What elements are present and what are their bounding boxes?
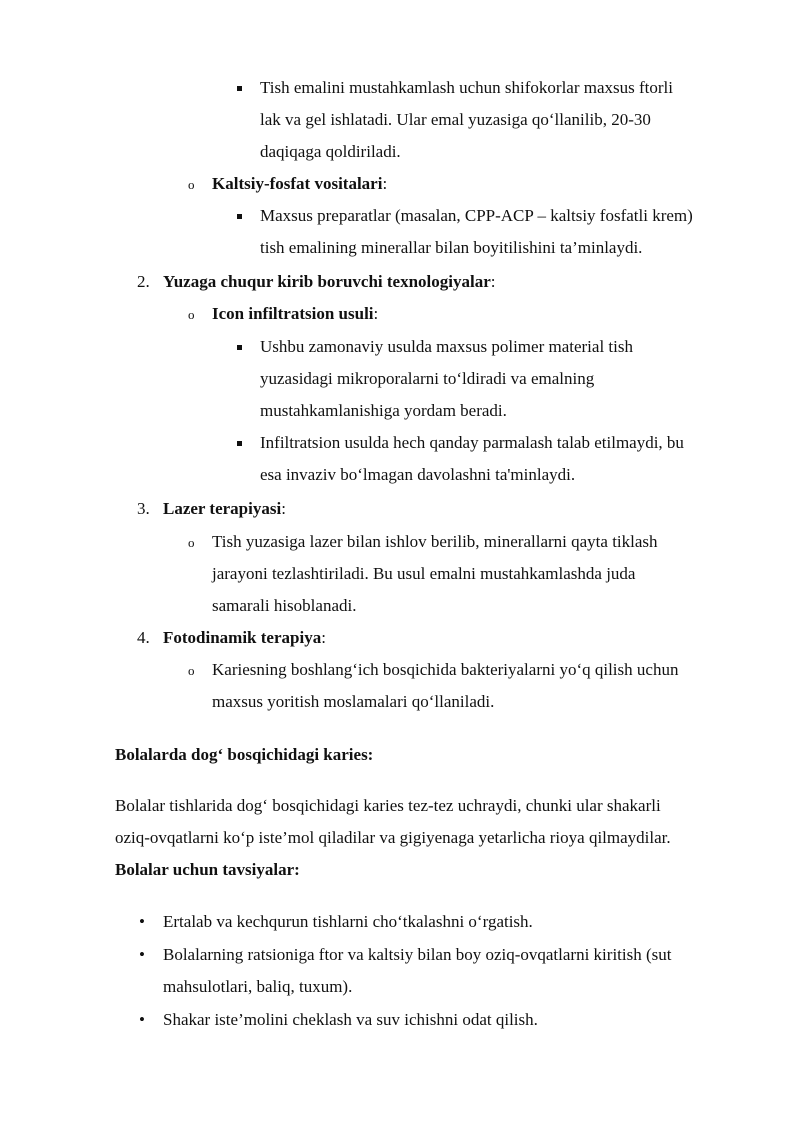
text-line: esa invaziv bo‘lmagan davolashni ta'minlaydi. <box>260 465 576 484</box>
list-item-title: Fotodinamik terapiya <box>163 628 322 647</box>
text-line: lak va gel ishlatadi. Ular emal yuzasiga qo‘llanilib, 20-30 <box>260 110 651 129</box>
list-item-title: Lazer terapiyasi <box>163 499 282 518</box>
sub-item-title: Icon infiltratsion usuli <box>212 304 374 323</box>
square-bullet-marker <box>237 214 242 219</box>
paragraph-line: Bolalar tishlarida dog‘ bosqichidagi karies tez-tez uchraydi, chunki ular shakarli <box>115 796 661 815</box>
colon: : <box>490 272 496 291</box>
circle-bullet-marker: o <box>188 663 195 678</box>
sub-item-heading <box>212 304 378 324</box>
list-number: 3. <box>137 499 150 518</box>
colon: : <box>373 304 379 323</box>
list-item-heading <box>163 628 326 648</box>
list-number: 4. <box>137 628 150 647</box>
square-bullet-marker <box>237 86 242 91</box>
text-line: Maxsus preparatlar (masalan, CPP-ACP – kaltsiy fosfatli krem) <box>260 206 693 225</box>
colon: : <box>382 174 388 193</box>
text-line: jarayoni tezlashtiriladi. Bu usul emalni mustahkamlashda juda <box>212 564 636 583</box>
text-line: maxsus yoritish moslamalari qo‘llaniladi. <box>212 692 495 711</box>
sub-item-title: Kaltsiy-fosfat vositalari <box>212 174 383 193</box>
text-line: Tish emalini mustahkamlash uchun shifokorlar maxsus ftorli <box>260 78 673 97</box>
list-item-heading <box>163 272 496 292</box>
recommendation-item: Bolalarning ratsioniga ftor va kaltsiy bilan boy oziq-ovqatlarni kiritish (sut <box>163 945 672 964</box>
list-number: 2. <box>137 272 150 291</box>
list-item-title: Yuzaga chuqur kirib boruvchi texnologiyalar <box>163 272 491 291</box>
text-line: mustahkamlanishiga yordam beradi. <box>260 401 507 420</box>
section-heading: Bolalarda dog‘ bosqichidagi karies: <box>115 745 374 764</box>
text-line: yuzasidagi mikroporalarni to‘ldiradi va emalning <box>260 369 595 388</box>
round-bullet-marker: • <box>139 912 145 931</box>
square-bullet-marker <box>237 345 242 350</box>
round-bullet-marker: • <box>139 1010 145 1029</box>
sub-item-heading <box>212 174 387 194</box>
circle-bullet-marker: o <box>188 177 195 192</box>
recommendation-item: mahsulotlari, baliq, tuxum). <box>163 977 353 996</box>
list-item-heading <box>163 499 286 519</box>
recommendations-label: Bolalar uchun tavsiyalar: <box>115 860 300 879</box>
text-line: Kariesning boshlang‘ich bosqichida bakteriyalarni yo‘q qilish uchun <box>212 660 679 679</box>
paragraph-line: oziq-ovqatlarni ko‘p iste’mol qiladilar va gigiyenaga yetarlicha rioya qilmaydilar. <box>115 828 671 847</box>
square-bullet-marker <box>237 441 242 446</box>
round-bullet-marker: • <box>139 945 145 964</box>
circle-bullet-marker: o <box>188 307 195 322</box>
recommendation-item: Shakar iste’molini cheklash va suv ichishni odat qilish. <box>163 1010 538 1029</box>
recommendation-item: Ertalab va kechqurun tishlarni cho‘tkalashni o‘rgatish. <box>163 912 533 931</box>
text-line: Infiltratsion usulda hech qanday parmalash talab etilmaydi, bu <box>260 433 684 452</box>
colon: : <box>281 499 286 518</box>
text-line: Ushbu zamonaviy usulda maxsus polimer material tish <box>260 337 633 356</box>
text-line: tish emalining minerallar bilan boyitilishini ta’minlaydi. <box>260 238 643 257</box>
text-line: Tish yuzasiga lazer bilan ishlov berilib, minerallarni qayta tiklash <box>212 532 658 551</box>
text-line: daqiqaga qoldiriladi. <box>260 142 401 161</box>
colon: : <box>321 628 326 647</box>
text-line: samarali hisoblanadi. <box>212 596 357 615</box>
circle-bullet-marker: o <box>188 535 195 550</box>
